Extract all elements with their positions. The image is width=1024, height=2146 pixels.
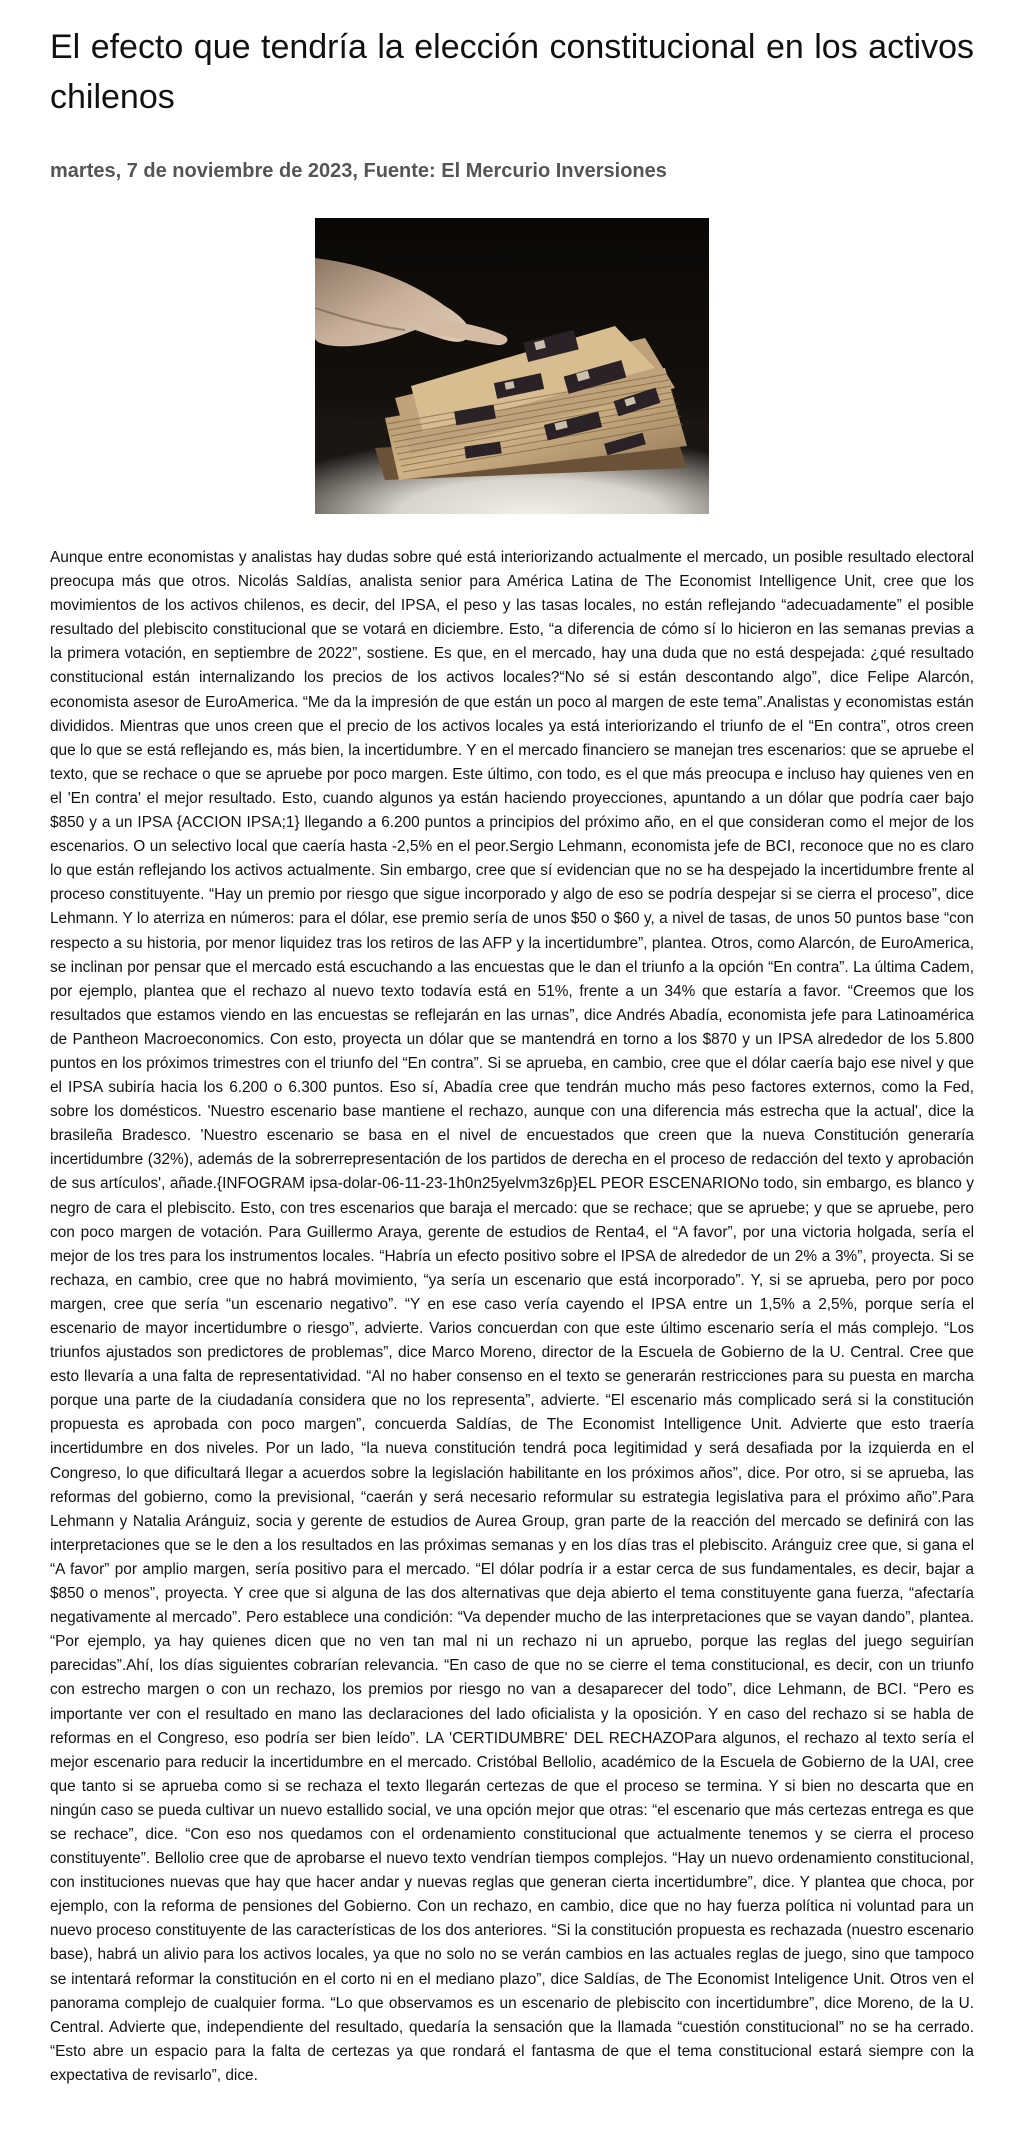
- article-photo: [315, 218, 709, 514]
- ballot-counting-photo-icon: [315, 218, 709, 514]
- article-title: El efecto que tendría la elección constitucional en los activos chilenos: [50, 28, 974, 116]
- article-body: Aunque entre economistas y analistas hay dudas sobre qué está interiorizando actualmente el mercado, un posible resultado electoral preocupa más que otros. Nicolás Saldías, analista senior para América Latina de The Economist Intelligence Unit, cree que los movimientos de los activos chilenos, es decir, del IPSA, el peso y las tasas locales, no están reflejando “adecuadamente” el posible resultado del plebiscito constitucional que se votará en diciembre. Esto, “a diferencia de cómo sí lo hicieron en las semanas previas a la primera votación, en septiembre de 2022”, sostiene. Es que, en el mercado, hay una duda que no está despejada: ¿qué resultado constitucional están internalizando los precios de los activos locales?“No sé si están descontando algo”, dice Felipe Alarcón, economista asesor de EuroAmerica. “Me da la impresión de que están un poco al margen de este tema”.Analistas y economistas están divididos. Mientras que unos creen que el precio de los activos locales ya está interiorizando el triunfo de el “En contra”, otros creen que lo que se está reflejando es, más bien, la incertidumbre. Y en el mercado financiero se manejan tres escenarios: que se apruebe el texto, que se rechace o que se apruebe por poco margen. Este último, con todo, es el que más preocupa e incluso hay quienes ven en el 'En contra' el mejor resultado. Esto, cuando algunos ya están haciendo proyecciones, apuntando a un dólar que podría caer bajo $850 y a un IPSA {ACCION IPSA;1} llegando a 6.200 puntos a principios del próximo año, en el que consideran como el mejor de los escenarios. O un selectivo local que caería hasta -2,5% en el peor.Sergio Lehmann, economista jefe de BCI, reconoce que no es claro lo que están reflejando los activos actualmente. Sin embargo, cree que sí evidencian que no se ha despejado la incertidumbre frente al proceso constituyente. “Hay un premio por riesgo que sigue incorporado y algo de eso se podría despejar si se cierra el proceso”, dice Lehmann. Y lo aterriza en números: para el dólar, ese premio sería de unos $50 o $60 y, a nivel de tasas, de unos 50 puntos base “con respecto a su historia, por menor liquidez tras los retiros de las AFP y la incertidumbre”, plantea. Otros, como Alarcón, de EuroAmerica, se inclinan por pensar que el mercado está escuchando a las encuestas que le dan el triunfo a la opción “En contra”. La última Cadem, por ejemplo, plantea que el rechazo al nuevo texto todavía está en 51%, frente a un 34% que estaría a favor. “Creemos que los resultados que estamos viendo en las encuestas se reflejarán en las urnas”, dice Andrés Abadía, economista jefe para Latinoamérica de Pantheon Macroeconomics. Con esto, proyecta un dólar que se mantendrá en torno a los $870 y un IPSA alrededor de los 5.800 puntos en los próximos trimestres con el triunfo del “En contra”. Si se aprueba, en cambio, cree que el dólar caería bajo ese nivel y que el IPSA subiría hacia los 6.200 o 6.300 puntos. Eso sí, Abadía cree que tendrán mucho más peso factores externos, como la Fed, sobre los domésticos. 'Nuestro escenario base mantiene el rechazo, aunque con una diferencia más estrecha que la actual', dice la brasileña Bradesco. 'Nuestro escenario se basa en el nivel de encuestados que creen que la nueva Constitución generaría incertidumbre (32%), además de la sobrerrepresentación de los partidos de derecha en el proceso de redacción del texto y aprobación de sus artículos', añade.{INFOGRAM ipsa-dolar-06-11-23-1h0n25yelvm3z6p}EL PEOR ESCENARIONo todo, sin embargo, es blanco y negro de cara el plebiscito. Esto, con tres escenarios que baraja el mercado: que se rechace; que se apruebe; y que se apruebe, pero con poco margen de votación. Para Guillermo Araya, gerente de estudios de Renta4, el “A favor”, por una victoria holgada, sería el mejor de los tres para los instrumentos locales. “Habría un efecto positivo sobre el IPSA de alrededor de un 2% a 3%”, proyecta. Si se rechaza, en cambio, cree que no habrá movimiento, “ya sería un escenario que está incorporado”. Y, si se aprueba, pero por poco margen, cree que sería “un escenario negativo”. “Y en ese caso vería cayendo el IPSA entre un 1,5% a 2,5%, porque sería el escenario de mayor incertidumbre o riesgo”, advierte. Varios concuerdan con que este último escenario sería el más complejo. “Los triunfos ajustados son predictores de problemas”, dice Marco Moreno, director de la Escuela de Gobierno de la U. Central. Cree que esto llevaría a una falta de representatividad. “Al no haber consenso en el texto se generarán restricciones para su puesta en marcha porque una parte de la ciudadanía considera que no los representa”, advierte. “El escenario más complicado será si la constitución propuesta es aprobada con poco margen”, concuerda Saldías, de The Economist Intelligence Unit. Advierte que esto traería incertidumbre en dos niveles. Por un lado, “la nueva constitución tendrá poca legitimidad y será desafiada por la izquierda en el Congreso, lo que dificultará llegar a acuerdos sobre la legislación habilitante en los próximos años”, dice. Por otro, si se aprueba, las reformas del gobierno, como la previsional, “caerán y será necesario reformular su estrategia legislativa para el próximo año”.Para Lehmann y Natalia Aránguiz, socia y gerente de estudios de Aurea Group, gran parte de la reacción del mercado se definirá con las interpretaciones que se le den a los resultados en las próximas semanas y en los días tras el plebiscito. Aránguiz cree que, si gana el “A favor” por amplio margen, sería positivo para el mercado. “El dólar podría ir a estar cerca de sus fundamentales, es decir, bajar a $850 o menos”, proyecta. Y cree que si alguna de las dos alternativas que deja abierto el tema constituyente gana fuerza, “afectaría negativamente al mercado”. Pero establece una condición: “Va depender mucho de las interpretaciones que se vayan dando”, plantea. “Por ejemplo, ya hay quienes dicen que no ven tan mal ni un rechazo ni un apruebo, porque las reglas del juego seguirían parecidas”.Ahí, los días siguientes cobrarían relevancia. “En caso de que no se cierre el tema constitucional, es decir, con un triunfo con estrecho margen o con un rechazo, los premios por riesgo no van a desaparecer del todo”, dice Lehmann, de BCI. “Pero es importante ver con el resultado en mano las declaraciones del lado oficialista y la oposición. Y en caso del rechazo si se habla de reformas en el Congreso, eso podría ser bien leído”. LA 'CERTIDUMBRE' DEL RECHAZOPara algunos, el rechazo al texto sería el mejor escenario para reducir la incertidumbre en el mercado. Cristóbal Bellolio, académico de la Escuela de Gobierno de la UAI, cree que tanto si se aprueba como si se rechaza el texto llegarán certezas de que el proceso se termina. Y si bien no descarta que en ningún caso se pueda cultivar un nuevo estallido social, ve una opción mejor que otras: “el escenario que más certezas entrega es que se rechace”, dice. “Con eso nos quedamos con el ordenamiento constitucional que actualmente tenemos y se cierra el proceso constituyente”. Bellolio cree que de aprobarse el nuevo texto vendrían tiempos complejos. “Hay un nuevo ordenamiento constitucional, con instituciones nuevas que hay que hacer andar y nuevas reglas que generan cierta incertidumbre”, dice. Y plantea que choca, por ejemplo, con la reforma de pensiones del Gobierno. Con un rechazo, en cambio, dice que no hay fuerza política ni voluntad para un nuevo proceso constituyente de las características de los dos anteriores. “Si la constitución propuesta es rechazada (nuestro escenario base), habrá un alivio para los activos locales, ya que no solo no se verán cambios en las actuales reglas de juego, sino que tampoco se intentará reformar la constitución en el corto ni en el mediano plazo”, dice Saldías, de The Economist Inteligence Unit. Otros ven el panorama complejo de cualquier forma. “Lo que observamos es un escenario de plebiscito con incertidumbre”, dice Moreno, de la U. Central. Advierte que, independiente del resultado, quedaría la sensación que la llamada “cuestión constitucional” no se ha cerrado. “Esto abre un espacio para la falta de certezas ya que rondará el fantasma de que el tema constitucional estará siempre con la expectativa de revisarlo”, dice.: [50, 549, 974, 2084]
- article-date-source: martes, 7 de noviembre de 2023, Fuente: El Mercurio Inversiones: [50, 160, 667, 182]
